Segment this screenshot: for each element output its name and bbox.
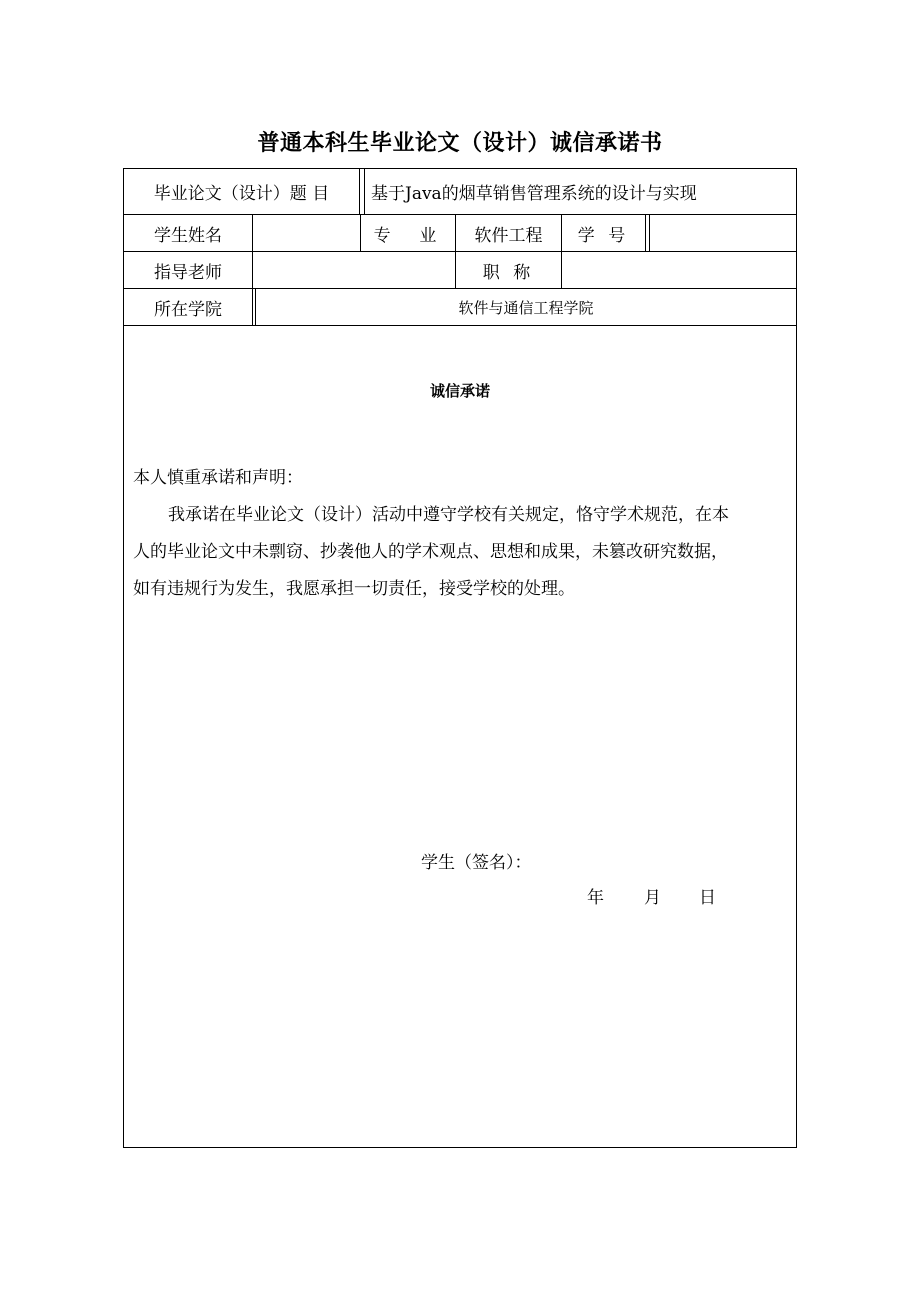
student-name-field[interactable] [253,215,360,251]
date-year-label: 年 [587,888,604,908]
advisor-field[interactable] [253,252,455,288]
signature-label: 学生（签名）： [421,853,532,873]
date-day-label: 日 [699,888,716,908]
major-value[interactable]: 软件工程 [474,225,543,246]
signature-line[interactable] [544,845,694,882]
column-divider [645,215,646,251]
student-id-label-text: 学 号 [577,225,630,246]
student-id-label [562,215,645,251]
column-divider [359,169,360,214]
integrity-pledge-form [123,168,797,1148]
college-value[interactable]: 软件与通信工程学院 [458,298,594,317]
page-title: 普通本科生毕业论文（设计）诚信承诺书 [257,131,663,156]
row-divider [124,325,796,326]
column-divider [364,169,365,214]
major-label-text: 专 业 [373,225,443,246]
major-label [361,215,455,251]
title-rank-label [456,252,561,288]
title-rank-field[interactable] [562,252,796,288]
commitment-line-3: 如有违规行为发生，我愿承担一切责任，接受学校的处理。 [133,579,575,599]
commitment-line-1: 我承诺在毕业论文（设计）活动中遵守学校有关规定，恪守学术规范，在本 [168,505,729,525]
advisor-label: 指导老师 [154,262,222,283]
date-month-label: 月 [644,888,661,908]
commitment-line-2: 人的毕业论文中未剽窃、抄袭他人的学术观点、思想和成果，未篡改研究数据， [133,542,728,562]
thesis-title-value[interactable]: 基于Java的烟草销售管理系统的设计与实现 [371,184,697,204]
college-label: 所在学院 [154,299,222,320]
thesis-title-label: 毕业论文（设计）题 目 [153,184,330,204]
student-name-label: 学生姓名 [154,225,222,246]
commitment-heading: 诚信承诺 [429,382,490,400]
student-id-field[interactable] [650,215,796,251]
commitment-intro: 本人慎重承诺和声明： [133,468,303,488]
column-divider [252,289,253,325]
title-rank-label-text: 职 称 [482,262,535,283]
